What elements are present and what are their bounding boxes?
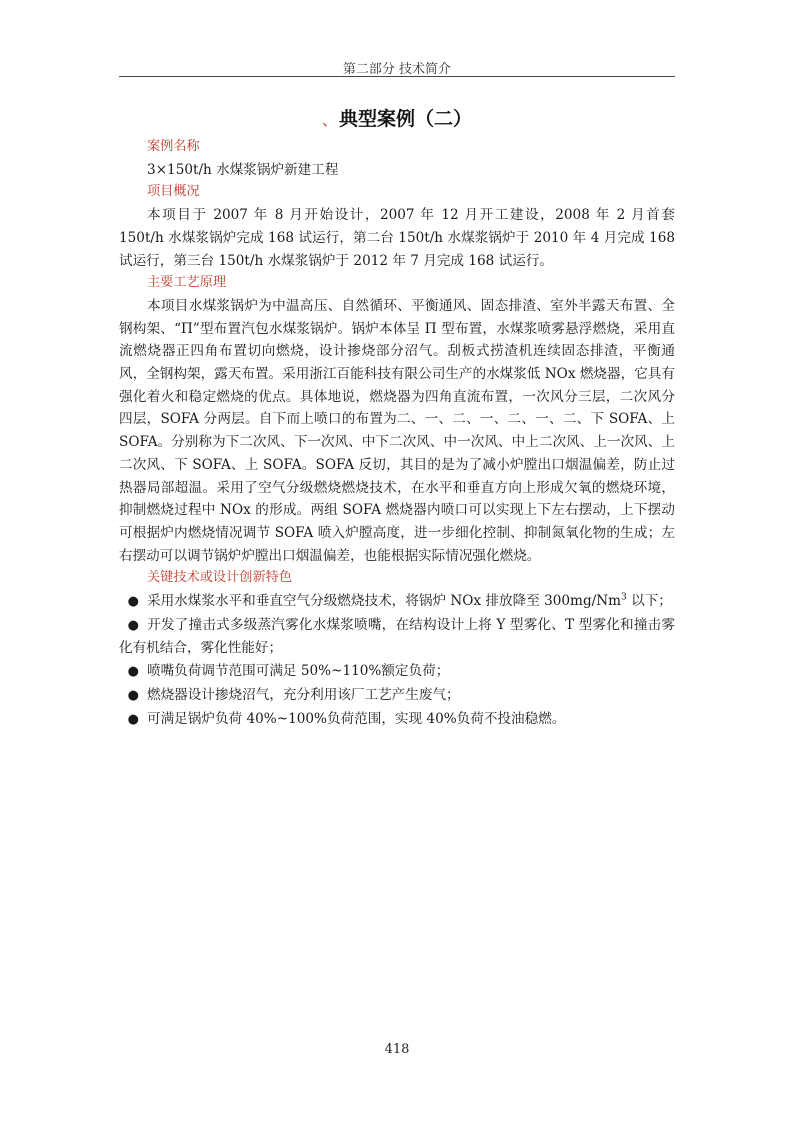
features-list — [119, 590, 675, 731]
bullet-icon: ● — [127, 711, 139, 727]
document-body — [119, 136, 675, 731]
principle-paragraph: 本项目水煤浆锅炉为中温高压、自然循环、平衡通风、固态排渣、室外半露天布置、全钢构架、“Π”型布置汽包水煤浆锅炉。锅炉本体呈 Π 型布置，水煤浆喷雾悬浮燃烧，采用直流燃烧器正四角布置切向燃烧，设计掺烧部分沼气。刮板式捞渣机连续固态排渣，平衡通风，全钢构架，露天布置。采用浙江百能科技有限公司生产的水煤浆低 NOx 燃烧器，它具有强化着火和稳定燃烧的优点。具体地说，燃烧器为四角直流布置，一次风分三层，二次风分四层，SOFA 分两层。自下而上喷口的布置为二、一、二、一、二、一、二、下 SOFA、上 SOFA。分别称为下二次风、下一次风、中下二次风、中一次风、中上二次风、上一次风、上二次风、下 SOFA、上 SOFA。SOFA 反切，其目的是为了减小炉膛出口烟温偏差，防止过热器局部超温。采用了空气分级燃烧燃烧技术，在水平和垂直方向上形成欠氧的燃烧环境，抑制燃烧过程中 NOx 的形成。两组 SOFA 燃烧器内喷口可以实现上下左右摆动，上下摆动可根据炉内燃烧情况调节 SOFA 喷入炉膛高度，进一步细化控制、抑制氮氧化物的生成；左右摆动可以调节锅炉炉膛出口烟温偏差，也能根据实际情况强化燃烧。 — [119, 297, 675, 564]
overview-heading: 项目概况 — [147, 184, 200, 200]
bullet-icon: ● — [127, 687, 139, 703]
header-rule — [119, 76, 675, 77]
principle-heading: 主要工艺原理 — [147, 275, 227, 291]
page-number: 418 — [384, 1042, 410, 1057]
case-name-text: 3×150t/h 水煤浆锅炉新建工程 — [147, 161, 339, 178]
running-header: 第二部分 技术简介 — [342, 62, 452, 77]
list-item: ● 喷嘴负荷调节范围可满足 50%~110%额定负荷； — [119, 660, 675, 684]
list-item: ● 燃烧器设计掺烧沼气，充分利用该厂工艺产生废气； — [119, 684, 675, 708]
overview-paragraph: 本项目于 2007 年 8 月开始设计，2007 年 12 月开工建设，2008 年 2 月首套 150t/h 水煤浆锅炉完成 168 试运行，第二台 150t/h 水煤浆锅炉于 2010 年 4 月完成 168 试运行，第三台 150t/h 水煤浆锅炉于 2012 年 7 月完成 168 试运行。 — [119, 207, 675, 269]
page-title — [119, 104, 675, 131]
list-item: ● 开发了撞击式多级蒸汽雾化水煤浆喷嘴，在结构设计上将 Y 型雾化、T 型雾化和撞击雾化有机结合，雾化性能好； — [119, 616, 675, 657]
features-heading: 关键技术或设计创新特色 — [147, 570, 293, 586]
bullet-icon: ● — [127, 664, 139, 680]
bullet-icon: ● — [127, 617, 139, 633]
case-name-heading: 案例名称 — [147, 139, 200, 154]
title-text: 典型案例（二） — [339, 108, 473, 130]
list-item: ● 可满足锅炉负荷 40%~100%负荷范围，实现 40%负荷不投油稳燃。 — [119, 708, 675, 732]
title-mark: 、 — [321, 111, 337, 129]
bullet-icon: ● — [127, 594, 139, 610]
list-item: ● 采用水煤浆水平和垂直空气分级燃烧技术，将锅炉 NOx 排放降至 300mg/Nm$^3$ 以下； — [119, 590, 675, 614]
